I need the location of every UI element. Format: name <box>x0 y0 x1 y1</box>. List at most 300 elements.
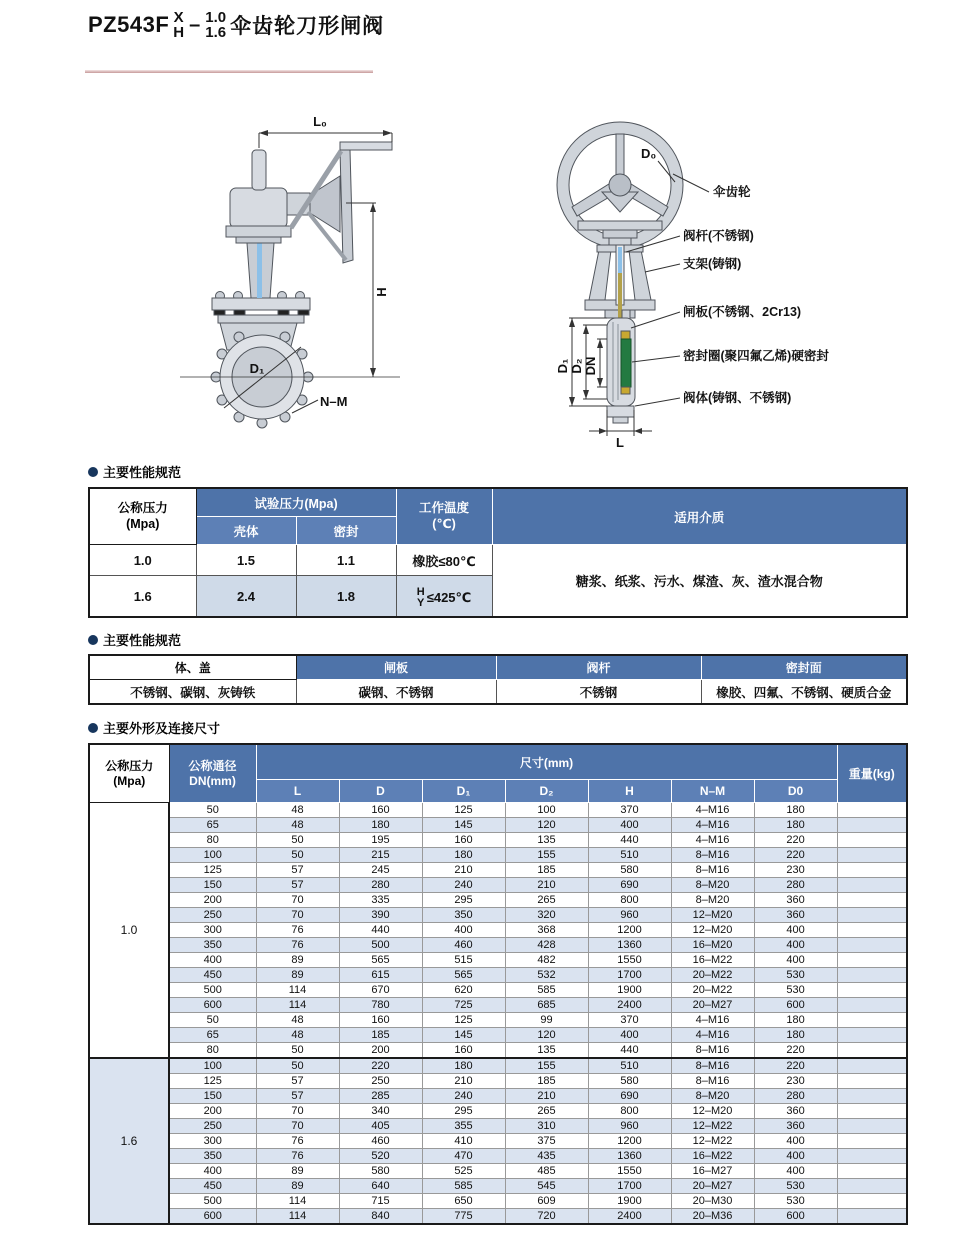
dim-cell: 285 <box>339 1089 422 1104</box>
dim-cell: 690 <box>588 1089 671 1104</box>
weight-cell <box>837 1043 907 1059</box>
dim-cell: 1360 <box>588 1149 671 1164</box>
dim-cell: 800 <box>588 893 671 908</box>
dim-cell: 530 <box>754 1179 837 1194</box>
dim-cell: 20–M30 <box>671 1194 754 1209</box>
valve-front-view-drawing <box>545 100 880 448</box>
dim-row <box>89 1164 907 1179</box>
dim-cell: 12–M22 <box>671 1119 754 1134</box>
dim-cell: 8–M20 <box>671 878 754 893</box>
weight-cell <box>837 818 907 833</box>
dim-row <box>89 893 907 908</box>
dim-col-pressure <box>89 744 169 803</box>
dim-cell: 725 <box>422 998 505 1013</box>
dim-row <box>89 848 907 863</box>
dim-cell: 670 <box>339 983 422 998</box>
dim-cell: 500 <box>169 983 256 998</box>
col-media: 适用介质 <box>492 488 907 545</box>
dim-cell: 150 <box>169 878 256 893</box>
weight-cell <box>837 848 907 863</box>
dim-cell: 360 <box>754 1104 837 1119</box>
weight-cell <box>837 833 907 848</box>
col-nominal-pressure <box>89 488 196 545</box>
dim-cell: 400 <box>754 938 837 953</box>
dim-cell: 215 <box>339 848 422 863</box>
dim-cell: 640 <box>339 1179 422 1194</box>
dim-cell: 220 <box>754 833 837 848</box>
dim-cell: 57 <box>256 878 339 893</box>
dim-cell: 12–M20 <box>671 923 754 938</box>
dim-row <box>89 938 907 953</box>
dim-cell: 220 <box>754 848 837 863</box>
dim-label-l: L <box>616 435 624 448</box>
dim-cell: 530 <box>754 968 837 983</box>
dim-cell: 210 <box>422 863 505 878</box>
dim-cell: 160 <box>339 803 422 818</box>
mat-col-body-cover: 体、盖 <box>89 655 296 680</box>
dim-cell: 609 <box>505 1194 588 1209</box>
weight-cell <box>837 1164 907 1179</box>
dim-cell: 245 <box>339 863 422 878</box>
dim-cell: 210 <box>422 1074 505 1089</box>
dim-cell: 240 <box>422 1089 505 1104</box>
dim-row <box>89 998 907 1013</box>
dim-cell: 185 <box>339 1028 422 1043</box>
dim-cell: 99 <box>505 1013 588 1028</box>
dim-row <box>89 1074 907 1089</box>
dim-cell: 580 <box>588 1074 671 1089</box>
dim-label-l0: L₀ <box>313 114 327 129</box>
dim-cell: 510 <box>588 1058 671 1074</box>
dim-cell: 230 <box>754 1074 837 1089</box>
dim-cell: 8–M16 <box>671 1043 754 1059</box>
dim-cell: 57 <box>256 1074 339 1089</box>
dim-cell: 2400 <box>588 998 671 1013</box>
dim-cell: 4–M16 <box>671 833 754 848</box>
dimensions-table-body <box>89 803 907 1225</box>
dim-cell: 135 <box>505 1043 588 1059</box>
weight-cell <box>837 953 907 968</box>
temp-stack-letters <box>417 587 425 609</box>
dim-cell: 180 <box>422 848 505 863</box>
temp-value: ≤425℃ <box>426 590 472 605</box>
dim-cell: 8–M20 <box>671 893 754 908</box>
dim-cell: 220 <box>754 1058 837 1074</box>
dim-cell: 715 <box>339 1194 422 1209</box>
dim-cell: 76 <box>256 1134 339 1149</box>
weight-cell <box>837 1074 907 1089</box>
dim-cell: 1200 <box>588 1134 671 1149</box>
stem-thread <box>618 273 622 325</box>
dim-label-h: H <box>374 287 389 297</box>
dimensions-table <box>88 743 908 1225</box>
dim-row <box>89 1179 907 1194</box>
dim-cell: 350 <box>169 938 256 953</box>
dim-row <box>89 953 907 968</box>
dim-sub-h: H <box>588 780 671 803</box>
weight-cell <box>837 1119 907 1134</box>
temp-cell <box>396 576 492 618</box>
dim-row <box>89 1104 907 1119</box>
dim-cell: 125 <box>422 1013 505 1028</box>
dim-col-dn-l2: DN(mm) <box>189 773 236 788</box>
materials-heading <box>88 630 181 649</box>
dim-cell: 410 <box>422 1134 505 1149</box>
dim-cell: 16–M22 <box>671 1149 754 1164</box>
dim-sub-l: L <box>256 780 339 803</box>
dim-cell: 160 <box>422 833 505 848</box>
dim-cell: 525 <box>422 1164 505 1179</box>
dim-cell: 960 <box>588 1119 671 1134</box>
mat-col-gate: 闸板 <box>296 655 496 680</box>
dim-cell: 1900 <box>588 1194 671 1209</box>
dim-cell: 960 <box>588 908 671 923</box>
dim-cell: 12–M20 <box>671 908 754 923</box>
dim-cell: 57 <box>256 863 339 878</box>
weight-cell <box>837 968 907 983</box>
dim-cell: 20–M27 <box>671 1179 754 1194</box>
bullet-icon <box>88 467 98 477</box>
dim-cell: 580 <box>588 863 671 878</box>
dim-cell: 230 <box>754 863 837 878</box>
dim-cell: 8–M16 <box>671 848 754 863</box>
dim-cell: 155 <box>505 1058 588 1074</box>
dim-cell: 370 <box>588 803 671 818</box>
dim-row <box>89 983 907 998</box>
dim-cell: 16–M27 <box>671 1164 754 1179</box>
dim-cell: 180 <box>339 818 422 833</box>
dim-row <box>89 1043 907 1059</box>
dim-cell: 360 <box>754 908 837 923</box>
dim-row <box>89 863 907 878</box>
dim-cell: 368 <box>505 923 588 938</box>
dim-cell: 80 <box>169 1043 256 1059</box>
dim-cell: 100 <box>169 1058 256 1074</box>
dim-cell: 160 <box>339 1013 422 1028</box>
dim-cell: 375 <box>505 1134 588 1149</box>
dim-cell: 360 <box>754 1119 837 1134</box>
dim-cell: 280 <box>754 878 837 893</box>
dim-sub-nm: N–M <box>671 780 754 803</box>
mat-body-cover: 不锈钢、碳钢、灰铸铁 <box>89 680 296 705</box>
dim-cell: 114 <box>256 1209 339 1225</box>
dim-cell: 20–M22 <box>671 968 754 983</box>
col-working-temp-l2: (℃) <box>432 516 456 531</box>
dim-cell: 400 <box>754 1149 837 1164</box>
dim-cell: 600 <box>754 1209 837 1225</box>
weight-cell <box>837 908 907 923</box>
dim-cell: 50 <box>256 848 339 863</box>
dim-cell: 280 <box>339 878 422 893</box>
product-name: 伞齿轮刀形闸阀 <box>230 15 385 38</box>
dim-cell: 180 <box>754 1028 837 1043</box>
dim-cell: 515 <box>422 953 505 968</box>
dim-cell: 600 <box>169 998 256 1013</box>
dim-cell: 50 <box>169 803 256 818</box>
dim-cell: 70 <box>256 893 339 908</box>
dim-cell: 400 <box>588 818 671 833</box>
dim-cell: 114 <box>256 998 339 1013</box>
dim-cell: 89 <box>256 1179 339 1194</box>
dim-cell: 200 <box>169 1104 256 1119</box>
dim-cell: 620 <box>422 983 505 998</box>
page-title <box>88 10 384 40</box>
dim-cell: 370 <box>588 1013 671 1028</box>
dim-cell: 1700 <box>588 1179 671 1194</box>
dim-cell: 100 <box>505 803 588 818</box>
pn-bottom: 1.6 <box>205 24 227 41</box>
dim-cell: 12–M22 <box>671 1134 754 1149</box>
dim-cell: 145 <box>422 1028 505 1043</box>
variant-top: X <box>173 9 184 26</box>
dim-cell: 20–M22 <box>671 983 754 998</box>
dim-sub-d: D <box>339 780 422 803</box>
gearbox <box>230 188 287 228</box>
weight-cell <box>837 1149 907 1164</box>
dim-cell: 460 <box>339 1134 422 1149</box>
dim-cell: 180 <box>754 803 837 818</box>
col-nominal-pressure-l2: (Mpa) <box>126 516 160 531</box>
dim-cell: 360 <box>754 893 837 908</box>
dim-cell: 500 <box>169 1194 256 1209</box>
dim-sub-d2: D₂ <box>505 780 588 803</box>
dim-label-nm: N–M <box>320 394 348 409</box>
dim-cell: 8–M16 <box>671 1058 754 1074</box>
dim-cell: 265 <box>505 893 588 908</box>
dim-cell: 390 <box>339 908 422 923</box>
pn-cell: 1.6 <box>89 576 196 618</box>
dim-col-weight: 重量(kg) <box>837 744 907 803</box>
dim-cell: 500 <box>339 938 422 953</box>
dim-row <box>89 803 907 818</box>
dim-cell: 185 <box>505 863 588 878</box>
dim-cell: 210 <box>505 1089 588 1104</box>
temp-letter-h: H <box>416 586 425 598</box>
dim-cell: 155 <box>505 848 588 863</box>
dim-cell: 250 <box>169 1119 256 1134</box>
dim-cell: 1550 <box>588 953 671 968</box>
dim-cell: 780 <box>339 998 422 1013</box>
weight-cell <box>837 1209 907 1225</box>
dim-cell: 65 <box>169 1028 256 1043</box>
mat-stem: 不锈钢 <box>496 680 701 705</box>
dim-label-dn: DN <box>583 356 598 376</box>
shell-cell: 1.5 <box>196 545 296 576</box>
handwheel <box>557 122 683 248</box>
dim-cell: 532 <box>505 968 588 983</box>
valve-side-view-drawing <box>160 100 460 435</box>
dim-cell: 440 <box>339 923 422 938</box>
performance-table <box>88 487 908 618</box>
mat-seal-face: 橡胶、四氟、不锈钢、硬质合金 <box>701 680 907 705</box>
dim-row <box>89 1134 907 1149</box>
dim-cell: 460 <box>422 938 505 953</box>
dim-row <box>89 1013 907 1028</box>
dim-cell: 48 <box>256 818 339 833</box>
dim-sub-d1: D₁ <box>422 780 505 803</box>
dim-cell: 310 <box>505 1119 588 1134</box>
temp-letter-y: Y <box>417 597 425 609</box>
dim-cell: 295 <box>422 1104 505 1119</box>
dim-row <box>89 1119 907 1134</box>
dim-cell: 1550 <box>588 1164 671 1179</box>
weight-cell <box>837 938 907 953</box>
stem-blue-stripe <box>257 243 262 298</box>
dim-cell: 470 <box>422 1149 505 1164</box>
temp-cell: 橡胶≤80℃ <box>396 545 492 576</box>
dim-row <box>89 1089 907 1104</box>
body-foot <box>607 406 634 417</box>
dim-cell: 20–M36 <box>671 1209 754 1225</box>
performance-heading-text: 主要性能规范 <box>103 465 182 480</box>
dim-cell: 320 <box>505 908 588 923</box>
dim-cell: 65 <box>169 818 256 833</box>
dim-cell: 350 <box>169 1149 256 1164</box>
dim-cell: 4–M16 <box>671 818 754 833</box>
dim-cell: 565 <box>339 953 422 968</box>
col-shell: 壳体 <box>196 517 296 545</box>
dim-row <box>89 1194 907 1209</box>
handwheel-edge <box>340 150 353 263</box>
callout-bracket: 支架(铸钢) <box>683 257 742 271</box>
dim-cell: 125 <box>169 863 256 878</box>
dim-cell: 300 <box>169 923 256 938</box>
seal-ring-green <box>621 339 631 387</box>
col-working-temp <box>396 488 492 545</box>
dim-col-dn <box>169 744 256 803</box>
dim-cell: 48 <box>256 1028 339 1043</box>
variant-bottom: H <box>173 24 185 41</box>
callout-seal: 密封圈(聚四氟乙烯)硬密封 <box>683 349 829 363</box>
dim-cell: 650 <box>422 1194 505 1209</box>
seal-cell: 1.8 <box>296 576 396 618</box>
dim-cell: 400 <box>754 923 837 938</box>
dim-cell: 50 <box>256 1043 339 1059</box>
dim-cell: 335 <box>339 893 422 908</box>
mat-gate: 碳钢、不锈钢 <box>296 680 496 705</box>
dim-row <box>89 878 907 893</box>
dim-cell: 482 <box>505 953 588 968</box>
dim-cell: 428 <box>505 938 588 953</box>
dim-cell: 70 <box>256 1119 339 1134</box>
dim-cell: 135 <box>505 833 588 848</box>
bullet-icon <box>88 635 98 645</box>
dim-cell: 400 <box>169 953 256 968</box>
dim-row <box>89 908 907 923</box>
dim-cell: 800 <box>588 1104 671 1119</box>
dim-cell: 350 <box>422 908 505 923</box>
weight-cell <box>837 1028 907 1043</box>
dim-col-pressure-l1: 公称压力 <box>105 758 154 773</box>
dim-cell: 405 <box>339 1119 422 1134</box>
gear-cone <box>310 176 340 232</box>
dim-label-d1: D₁ <box>249 361 265 376</box>
dim-cell: 340 <box>339 1104 422 1119</box>
col-working-temp-l1: 工作温度 <box>419 500 470 515</box>
dim-cell: 565 <box>422 968 505 983</box>
dim-cell: 50 <box>256 833 339 848</box>
weight-cell <box>837 1104 907 1119</box>
variant-stack <box>173 10 184 40</box>
dim-cell: 16–M22 <box>671 953 754 968</box>
dim-cell: 530 <box>754 983 837 998</box>
performance-heading <box>88 462 181 481</box>
materials-heading-text: 主要性能规范 <box>103 633 182 648</box>
dim-cell: 775 <box>422 1209 505 1225</box>
dim-cell: 450 <box>169 968 256 983</box>
dim-cell: 1200 <box>588 923 671 938</box>
callout-stem: 阀杆(不锈钢) <box>683 229 754 243</box>
dim-cell: 210 <box>505 878 588 893</box>
dim-cell: 89 <box>256 953 339 968</box>
weight-cell <box>837 878 907 893</box>
dim-cell: 4–M16 <box>671 1013 754 1028</box>
col-nominal-pressure-l1: 公称压力 <box>117 500 168 515</box>
dimensions-heading-text: 主要外形及连接尺寸 <box>103 721 221 736</box>
dim-cell: 200 <box>169 893 256 908</box>
dim-cell: 1700 <box>588 968 671 983</box>
dim-cell: 240 <box>422 878 505 893</box>
dim-cell: 300 <box>169 1134 256 1149</box>
dim-cell: 8–M16 <box>671 1074 754 1089</box>
dim-label-d1-right: D₁ <box>555 358 570 374</box>
pn-top: 1.0 <box>205 9 227 26</box>
col-test-pressure: 试验压力(Mpa) <box>196 488 396 517</box>
weight-cell <box>837 1194 907 1209</box>
dim-cell: 435 <box>505 1149 588 1164</box>
dim-cell: 16–M20 <box>671 938 754 953</box>
title-underline <box>85 70 373 73</box>
mat-col-seal-face: 密封面 <box>701 655 907 680</box>
dim-cell: 76 <box>256 923 339 938</box>
weight-cell <box>837 803 907 818</box>
dim-row <box>89 1058 907 1074</box>
dim-cell: 12–M20 <box>671 1104 754 1119</box>
seal-cell: 1.1 <box>296 545 396 576</box>
weight-cell <box>837 1134 907 1149</box>
dim-cell: 50 <box>256 1058 339 1074</box>
dim-cell: 4–M16 <box>671 803 754 818</box>
bracket-top-bar <box>340 142 392 150</box>
weight-cell <box>837 863 907 878</box>
dim-cell: 280 <box>754 1089 837 1104</box>
weight-cell <box>837 998 907 1013</box>
dim-cell: 440 <box>588 833 671 848</box>
dim-label-d0: D₀ <box>641 146 657 161</box>
dim-cell: 485 <box>505 1164 588 1179</box>
packing-bottom <box>621 387 630 394</box>
dim-cell: 250 <box>169 908 256 923</box>
model-code: PZ543F <box>88 12 170 37</box>
dim-cell: 840 <box>339 1209 422 1225</box>
dim-cell: 114 <box>256 983 339 998</box>
callout-gear: 伞齿轮 <box>713 185 751 199</box>
stem-top <box>252 150 266 190</box>
dim-cell: 200 <box>339 1043 422 1059</box>
dim-cell: 8–M16 <box>671 863 754 878</box>
dim-cell: 585 <box>505 983 588 998</box>
temp-stack <box>417 587 472 609</box>
dim-cell: 70 <box>256 908 339 923</box>
dim-cell: 185 <box>505 1074 588 1089</box>
dim-cell: 48 <box>256 803 339 818</box>
dim-cell: 530 <box>754 1194 837 1209</box>
dim-cell: 400 <box>754 1134 837 1149</box>
dim-cell: 125 <box>422 803 505 818</box>
dim-cell: 600 <box>169 1209 256 1225</box>
dim-cell: 120 <box>505 818 588 833</box>
dim-cell: 600 <box>754 998 837 1013</box>
